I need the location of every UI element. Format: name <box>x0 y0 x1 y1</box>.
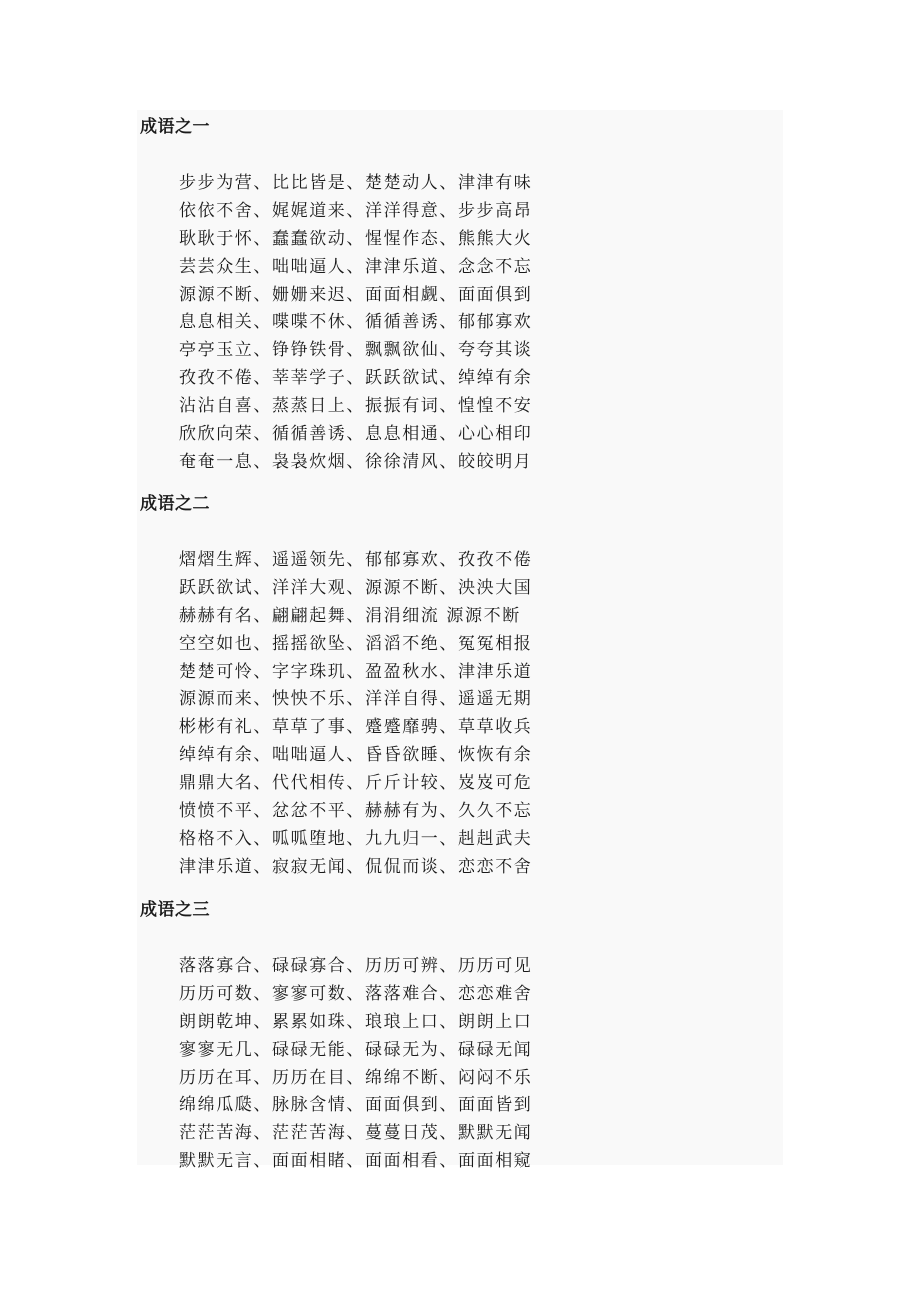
idiom-list <box>179 953 532 1176</box>
idiom-line: 楚楚可怜、字字珠玑、盈盈秋水、津津乐道 <box>179 661 533 682</box>
idiom-line: 孜孜不倦、莘莘学子、跃跃欲试、绰绰有余 <box>179 368 533 389</box>
idiom-line: 愤愤不平、忿忿不平、赫赫有为、久久不忘 <box>179 801 533 822</box>
idiom-line: 茫茫苦海、茫茫苦海、蔓蔓日茂、默默无闻 <box>179 1123 533 1144</box>
idiom-line: 源源不断、姗姗来迟、面面相觑、面面俱到 <box>179 284 533 305</box>
section-title: 成语之三 <box>140 900 210 920</box>
idiom-line: 绰绰有余、咄咄逼人、昏昏欲睡、恢恢有余 <box>179 745 533 766</box>
idiom-line: 耿耿于怀、蠢蠢欲动、惺惺作态、熊熊大火 <box>179 228 533 249</box>
idiom-line: 步步为营、比比皆是、楚楚动人、津津有味 <box>179 173 533 193</box>
idiom-line: 落落寡合、碌碌寡合、历历可辨、历历可见 <box>179 956 533 976</box>
idiom-line: 源源而来、怏怏不乐、洋洋自得、遥遥无期 <box>179 689 533 710</box>
idiom-line: 鼎鼎大名、代代相传、斤斤计较、岌岌可危 <box>179 773 533 794</box>
idiom-line: 历历可数、寥寥可数、落落难合、恋恋难舍 <box>179 983 533 1004</box>
idiom-line: 奄奄一息、袅袅炊烟、徐徐清风、皎皎明月 <box>179 451 533 472</box>
idiom-line: 彬彬有礼、草草了事、蹙蹙靡骋、草草收兵 <box>179 717 533 738</box>
idiom-line: 赫赫有名、翩翩起舞、涓涓细流 源源不断 <box>179 605 521 626</box>
idiom-line: 跃跃欲试、洋洋大观、源源不断、泱泱大国 <box>179 577 533 598</box>
idiom-line: 历历在耳、历历在目、绵绵不断、闷闷不乐 <box>179 1067 533 1088</box>
section-title: 成语之一 <box>140 117 210 137</box>
idiom-line: 亭亭玉立、铮铮铁骨、飘飘欲仙、夸夸其谈 <box>179 340 533 361</box>
idiom-line: 芸芸众生、咄咄逼人、津津乐道、念念不忘 <box>179 256 533 277</box>
idiom-line: 依依不舍、娓娓道来、洋洋得意、步步高昂 <box>179 200 533 221</box>
idiom-line: 格格不入、呱呱堕地、九九归一、赳赳武夫 <box>179 828 533 849</box>
idiom-line: 寥寥无几、碌碌无能、碌碌无为、碌碌无闻 <box>179 1039 533 1060</box>
idiom-list <box>179 170 532 477</box>
idiom-list <box>179 547 532 882</box>
section-title: 成语之二 <box>140 494 210 514</box>
idiom-line: 欣欣向荣、循循善诱、息息相通、心心相印 <box>179 424 533 445</box>
idiom-line: 津津乐道、寂寂无闻、侃侃而谈、恋恋不舍 <box>179 856 533 877</box>
idiom-line: 朗朗乾坤、累累如珠、琅琅上口、朗朗上口 <box>179 1011 533 1032</box>
document-page <box>137 110 783 1172</box>
idiom-line: 熠熠生辉、遥遥领先、郁郁寡欢、孜孜不倦 <box>179 550 533 570</box>
idiom-line: 沾沾自喜、蒸蒸日上、振振有词、惶惶不安 <box>179 396 533 417</box>
idiom-line: 默默无言、面面相睹、面面相看、面面相窥 <box>179 1151 533 1172</box>
idiom-line: 空空如也、摇摇欲坠、滔滔不绝、冤冤相报 <box>179 633 533 654</box>
idiom-line: 绵绵瓜瓞、脉脉含情、面面俱到、面面皆到 <box>179 1095 533 1116</box>
idiom-line: 息息相关、喋喋不休、循循善诱、郁郁寡欢 <box>179 312 533 333</box>
